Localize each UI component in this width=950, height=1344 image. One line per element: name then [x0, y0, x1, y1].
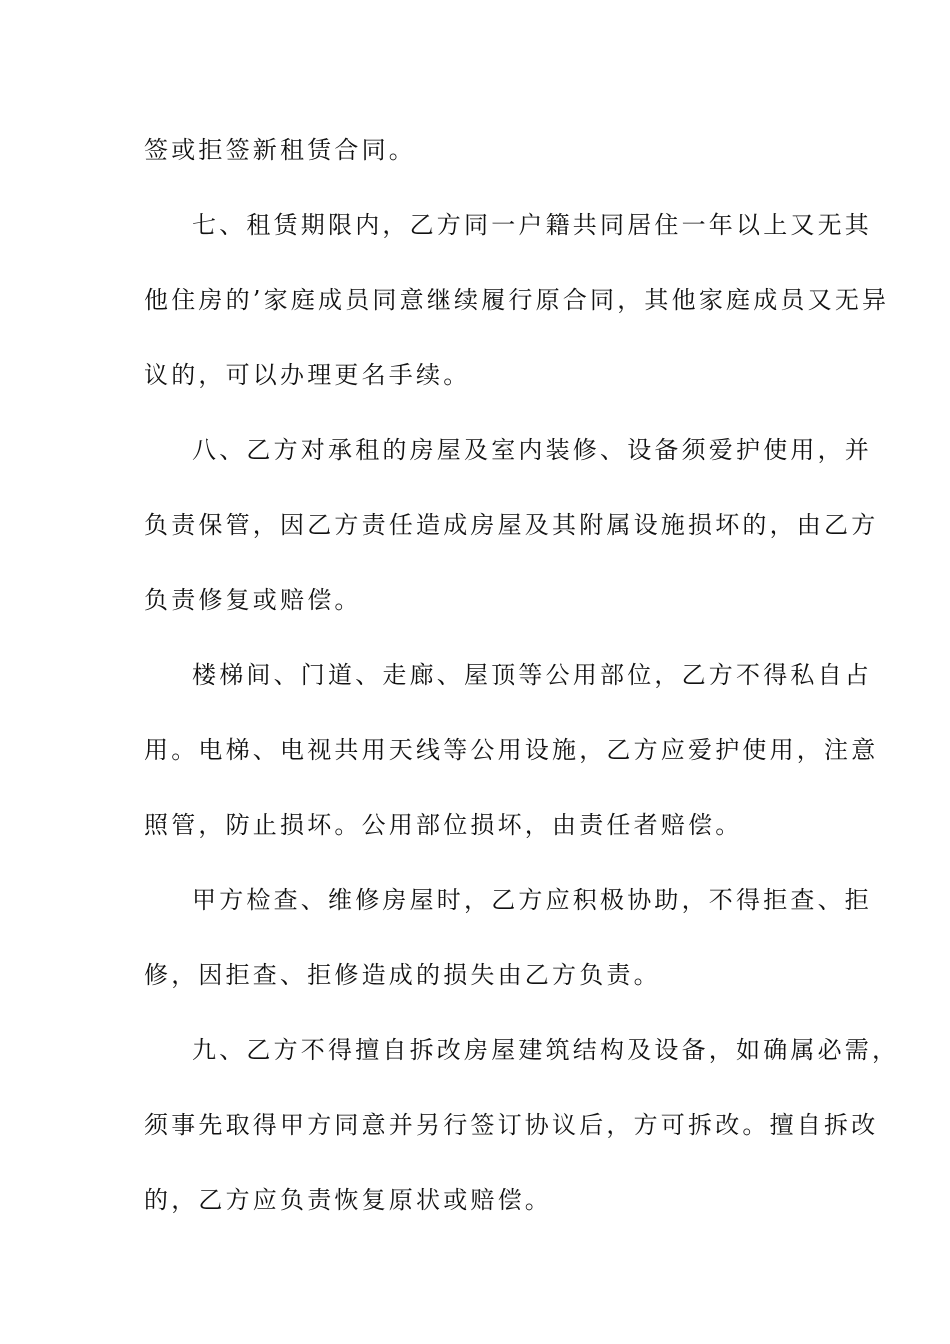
text-line: 照管，防止损坏。公用部位损坏，由责任者赔偿。 — [144, 811, 743, 839]
paragraph-inspection-line: 甲方检查、维修房屋时，乙方应积极协助，不得拒查、拒 — [192, 886, 872, 914]
text-line: 他住房的’家庭成员同意继续履行原合同，其他家庭成员又无异 — [144, 286, 890, 314]
text-line: 修，因拒查、拒修造成的损失由乙方负责。 — [144, 961, 661, 989]
paragraph-public-areas-line: 楼梯间、门道、走廊、屋顶等公用部位，乙方不得私自占 — [192, 661, 872, 689]
paragraph-9-line: 九、乙方不得擅自拆改房屋建筑结构及设备，如确属必需， — [192, 1036, 900, 1064]
text-line: 须事先取得甲方同意并另行签订协议后，方可拆改。擅自拆改 — [144, 1111, 879, 1139]
text-line: 议的，可以办理更名手续。 — [144, 361, 471, 389]
paragraph-7-line: 七、租赁期限内，乙方同一户籍共同居住一年以上又无其 — [192, 211, 872, 239]
paragraph-8-line: 八、乙方对承租的房屋及室内装修、设备须爱护使用，并 — [192, 436, 872, 464]
text-line: 的，乙方应负责恢复原状或赔偿。 — [144, 1186, 552, 1214]
text-line: 签或拒签新租赁合同。 — [144, 136, 416, 164]
text-line: 用。电梯、电视共用天线等公用设施，乙方应爱护使用，注意 — [144, 736, 879, 764]
text-line: 负责修复或赔偿。 — [144, 586, 362, 614]
text-line: 负责保管，因乙方责任造成房屋及其附属设施损坏的，由乙方 — [144, 511, 879, 539]
